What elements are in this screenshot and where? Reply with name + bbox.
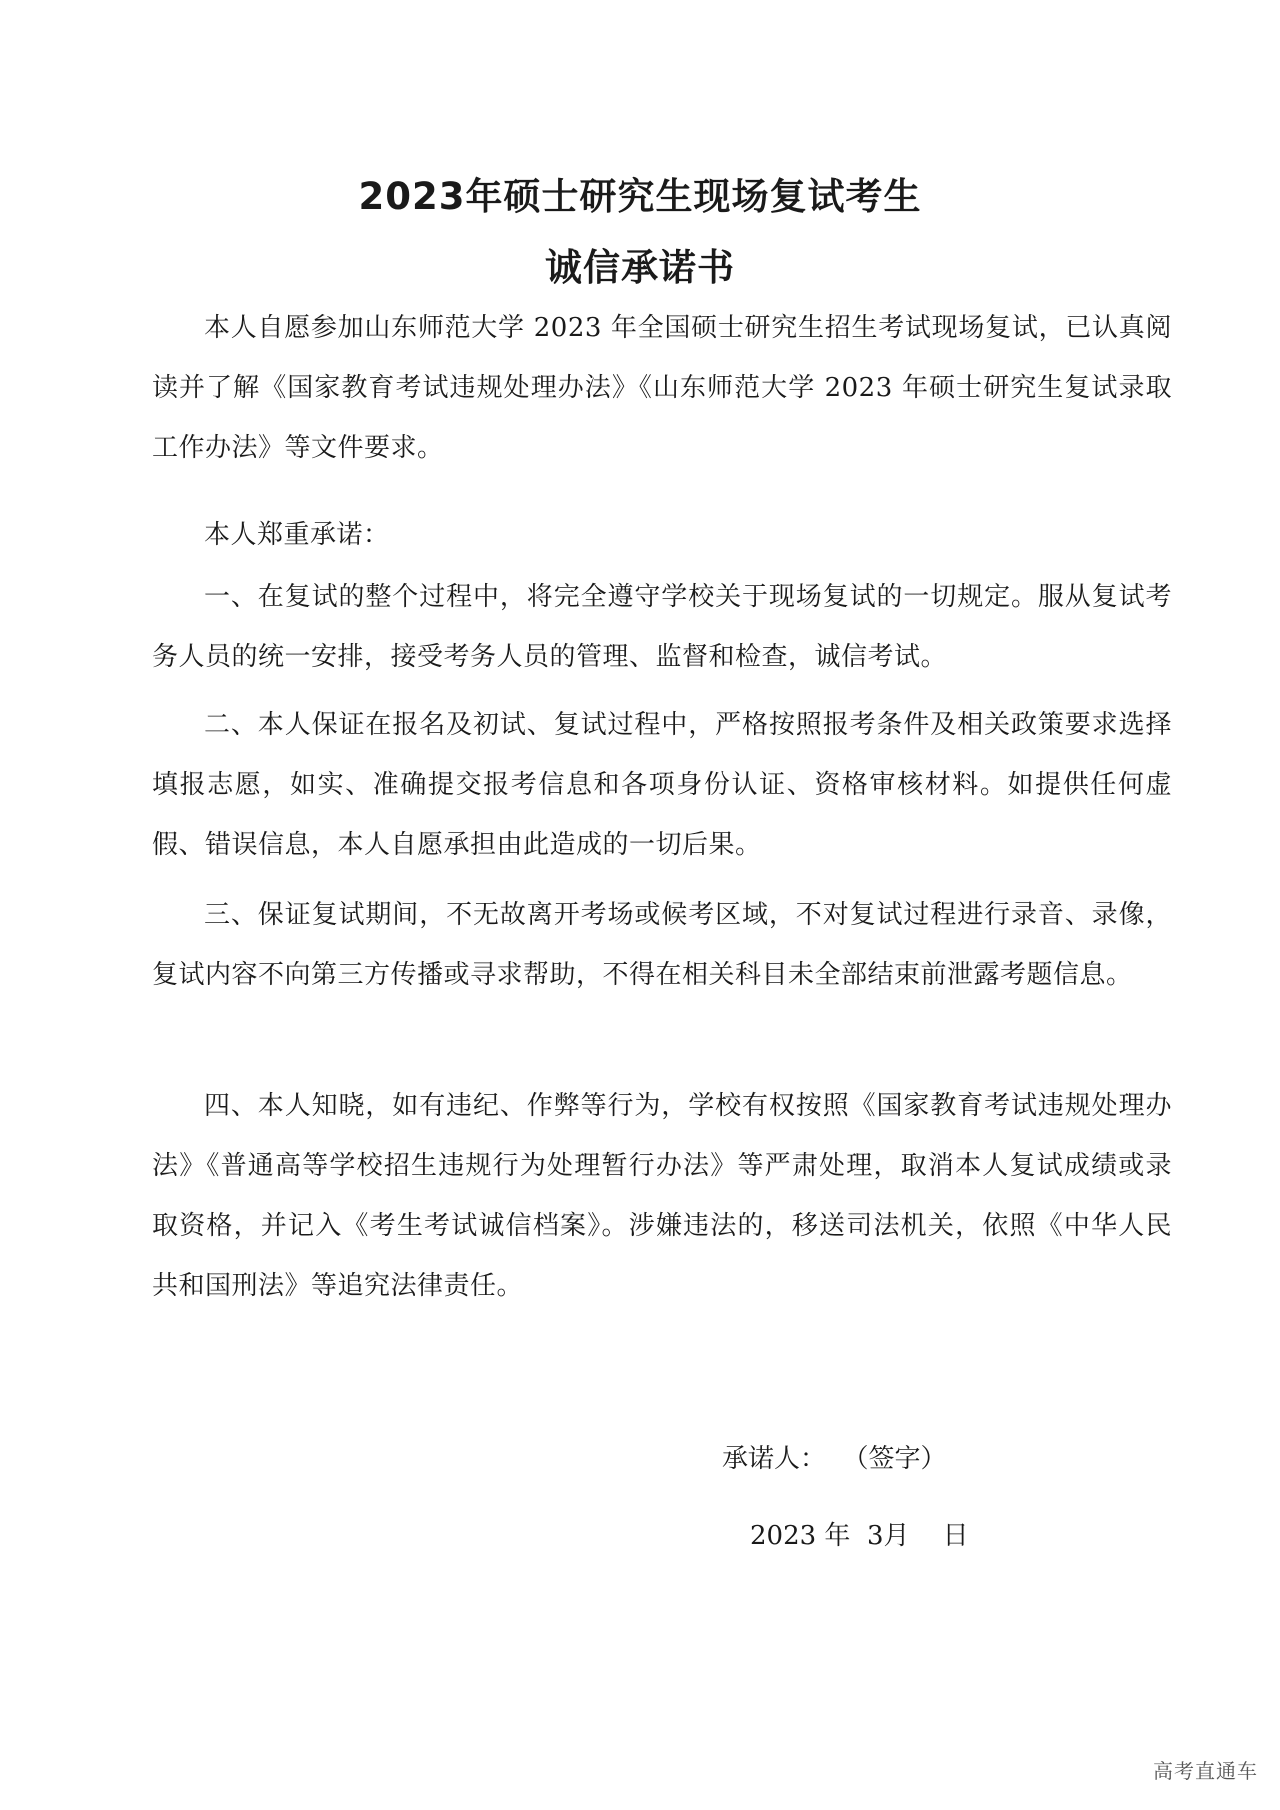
pledge-item-1: 一、在复试的整个过程中，将完全遵守学校关于现场复试的一切规定。服从复试考务人员的统一安排，接受考务人员的管理、监督和检查，诚信考试。 (152, 582, 1172, 672)
pledge-item-2: 二、本人保证在报名及初试、复试过程中，严格按照报考条件及相关政策要求选择填报志愿，如实、准确提交报考信息和各项身份认证、资格审核材料。如提供任何虚假、错误信息，本人自愿承担由此造成的一切后果。 (152, 710, 1172, 860)
pledge-paragraph: 本人郑重承诺： (204, 520, 390, 550)
watermark-text: 高考直通车 (1153, 1759, 1258, 1783)
document-title-line2: 诚信承诺书 (545, 246, 735, 289)
date-line: 2023 年 3月 日 (750, 1521, 969, 1551)
pledge-item-3: 三、保证复试期间，不无故离开考场或候考区域，不对复试过程进行录音、录像，复试内容不向第三方传播或寻求帮助，不得在相关科目未全部结束前泄露考题信息。 (152, 900, 1172, 990)
document-title-line1: 2023年硕士研究生现场复试考生 (358, 175, 922, 218)
pledge-item-4: 四、本人知晓，如有违纪、作弊等行为，学校有权按照《国家教育考试违规处理办法》《普通高等学校招生违规行为处理暂行办法》等严肃处理，取消本人复试成绩或录取资格，并记入《考生考试诚信档案》。涉嫌违法的，移送司法机关，依照《中华人民共和国刑法》等追究法律责任。 (152, 1091, 1172, 1301)
signature-line: 承诺人： （签字） (722, 1444, 947, 1474)
intro-paragraph: 本人自愿参加山东师范大学 2023 年全国硕士研究生招生考试现场复试，已认真阅读并了解《国家教育考试违规处理办法》《山东师范大学 2023 年硕士研究生复试录取工作办法》等文件要求。 (152, 313, 1172, 463)
